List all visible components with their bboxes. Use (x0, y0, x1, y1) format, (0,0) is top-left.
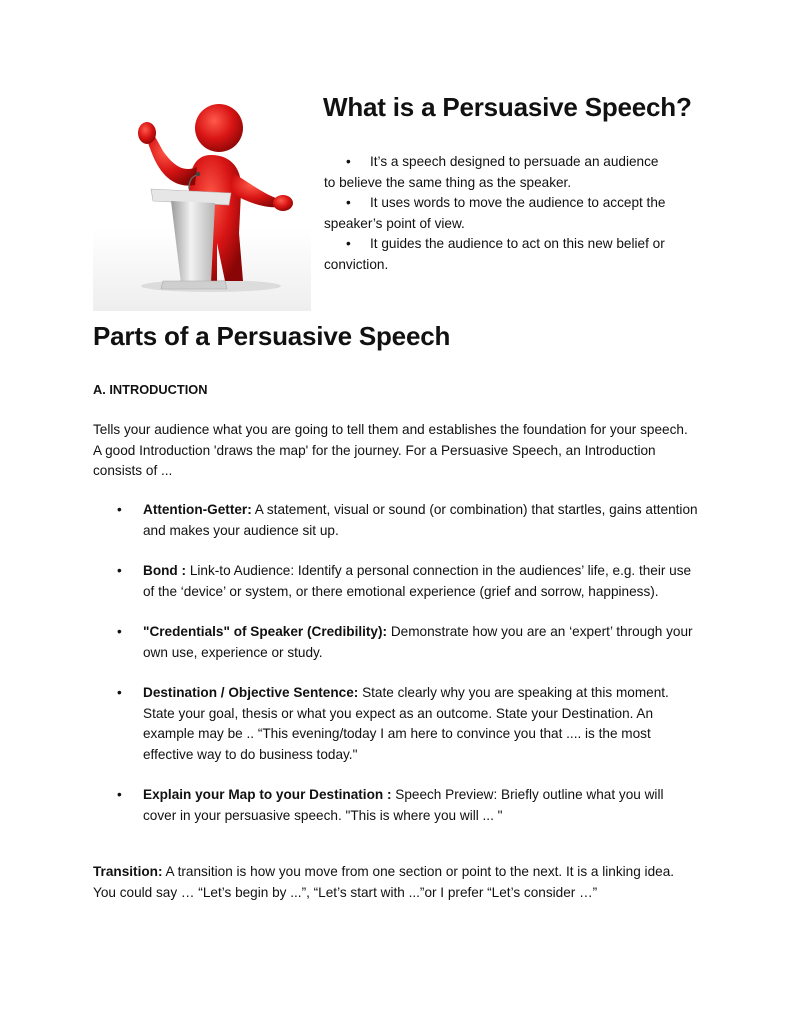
item-label: Attention-Getter: (143, 502, 252, 517)
speaker-at-podium-icon (93, 93, 311, 311)
introduction-subheading: A. INTRODUCTION (93, 382, 208, 397)
section-heading: Parts of a Persuasive Speech (93, 321, 451, 351)
item-text: Demonstrate how you are an ‘expert’ through your own use, experience or study. (143, 624, 693, 660)
item-label: "Credentials" of Speaker (Credibility): (143, 624, 388, 639)
transition-text: A transition is how you move from one section or point to the next. It is a linking idea. (162, 864, 675, 879)
definition-bullet-list (324, 152, 669, 275)
item-label: Explain your Map to your Destination : (143, 787, 392, 802)
item-label: Bond : (143, 563, 187, 578)
item-label: Destination / Objective Sentence: (143, 685, 359, 700)
list-item (93, 561, 698, 602)
list-item (93, 622, 698, 663)
list-item (93, 785, 698, 826)
transition-label: Transition: (93, 864, 163, 879)
list-item (93, 683, 698, 765)
item-text: Speech Preview: Briefly outline what you will cover in your persuasive speech. "This is where you will ... " (143, 787, 664, 823)
item-text: Link-to Audience: Identify a personal connection in the audiences’ life, e.g. their use of the ‘device’ or system, or there emotional experience (grief and sorrow, happiness). (143, 563, 692, 599)
introduction-parts-list (93, 500, 698, 846)
page-title: What is a Persuasive Speech? (323, 92, 692, 122)
list-item: • It guides the audience to act on this new belief or conviction. (324, 234, 669, 275)
transition-paragraph (93, 862, 698, 903)
transition-examples: You could say … “Let’s begin by ...”, “Let’s start with ...”or I prefer “Let’s consider …” (93, 884, 598, 900)
speaker-at-podium-image (93, 93, 311, 311)
item-text: State clearly why you are speaking at this moment. State your goal, thesis or what you expect as an outcome. State your Destination. An example may be .. “This evening/today I am here to convince you that .... is the most effective way to do business today." (143, 685, 669, 762)
item-text: A statement, visual or sound (or combination) that startles, gains attention and makes your audience sit up. (143, 502, 698, 538)
introduction-paragraph: Tells your audience what you are going to tell them and establishes the foundation for your speech. A good Introduction 'draws the map' for the journey. For a Persuasive Speech, an Introduction consists of ... (93, 422, 688, 478)
list-item: • It’s a speech designed to persuade an audience to believe the same thing as the speaker. (324, 152, 669, 193)
list-item (93, 500, 698, 541)
list-item: • It uses words to move the audience to accept the speaker’s point of view. (324, 193, 669, 234)
